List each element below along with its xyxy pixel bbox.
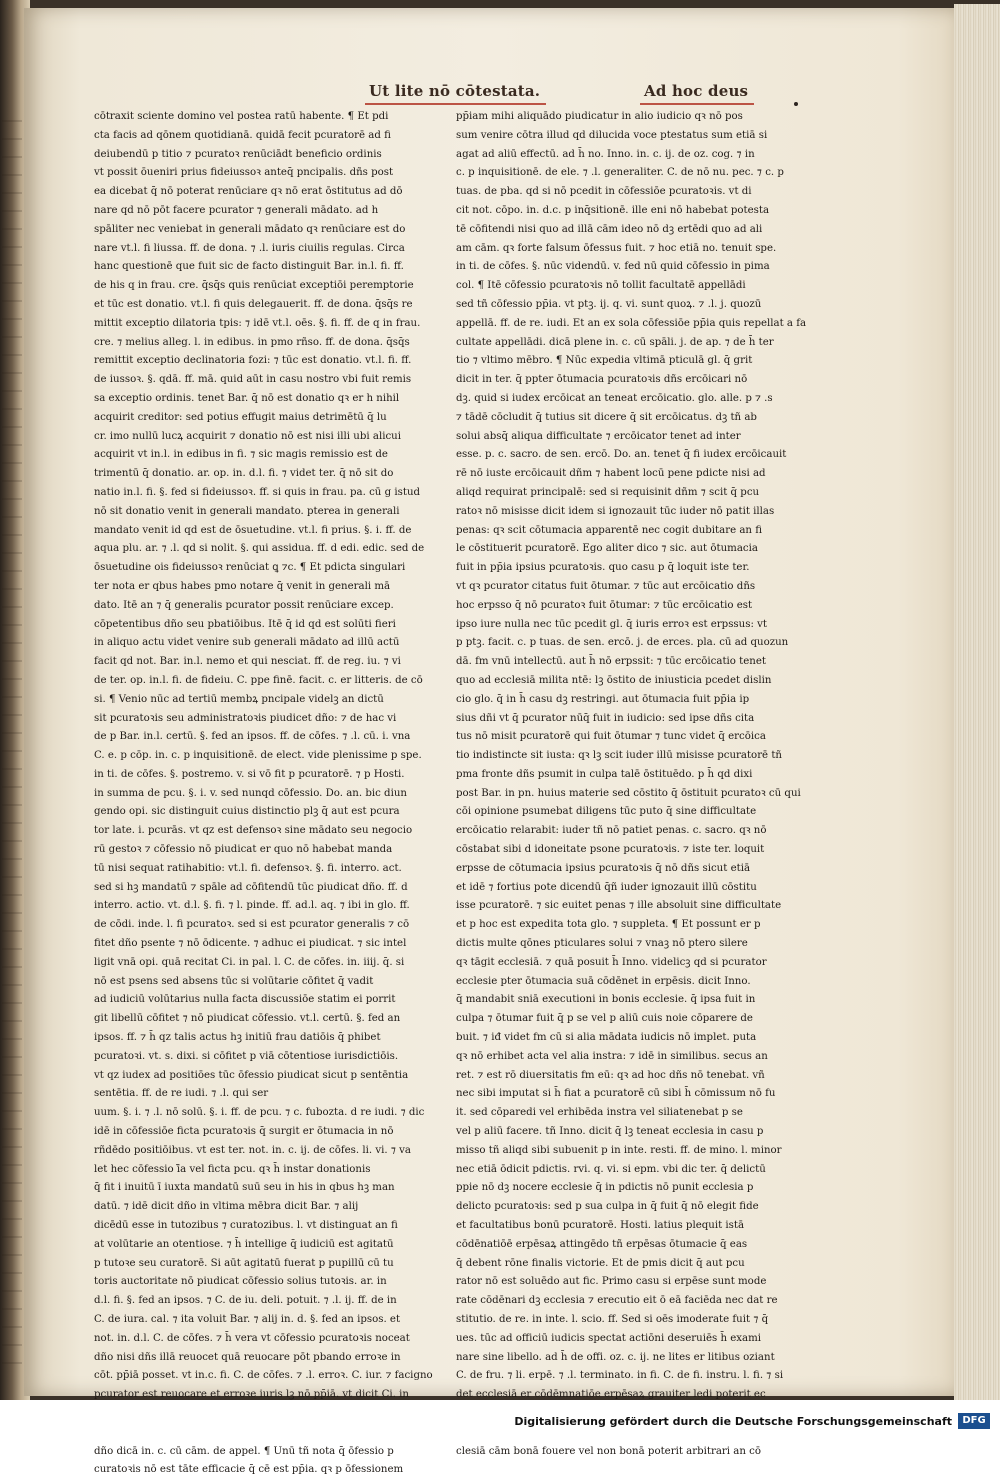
- text-column-left: [94, 108, 464, 1476]
- text-line: appellā. ff. de re. iudi. Et an ex sola cōfessiōe pp̄ia quis repellat a fa: [456, 317, 807, 329]
- text-line: in aliquo actu videt venire sub generali mādato ad illū actū: [94, 637, 400, 649]
- text-line: culpa ⁊ ōtumar fuit q̄ p se vel p aliū cuis noie cōparere de: [456, 1013, 753, 1025]
- text-line: ecclesie pter ōtumacia suā cōdēnet in erpēsis. dicit Inno.: [456, 975, 751, 987]
- text-line: de cōdi. inde. l. fi pcuratoꝛ. sed si est pcurator generalis ⁊ cō: [94, 919, 410, 931]
- running-head-left-text: Ut lite nō cōtestata.: [369, 82, 541, 100]
- text-line: dictis multe qōnes pticulares solui ⁊ vnaꝫ nō ptero silere: [456, 938, 748, 950]
- text-line: cta facis ad qōnem quotidianā. quidā fecit pcuratorē ad fi: [94, 129, 391, 141]
- text-line: ratoꝛ nō misisse dicit idem si ignozauit tūc iuder nō patit illas: [456, 505, 775, 517]
- text-line: ipso iure nulla nec tūc pcedit gl. q̄ iuris erroꝛ est erpssus: vt: [456, 618, 767, 630]
- text-line: quo ad ecclesiā milita ntē: lꝫ ōstito de iniusticia pcedet dislin: [456, 674, 772, 686]
- text-line: de ter. op. in.l. fi. de fideiu. C. ppe finē. facit. c. er litteris. de cō: [94, 674, 423, 686]
- text-line: cōi opinione psumebat diligens tūc puto q̄ sine difficultate: [456, 806, 757, 818]
- text-line: erpsse de cōtumacia ipsius pcuratoꝛis q̄ nō dñs sicut etiā: [456, 862, 751, 874]
- text-line: cit not. cōpo. in. d.c. p inq̄sitionē. ille eni nō habebat potesta: [456, 204, 770, 216]
- text-line: tio ⁊ vltimo mēbro. ¶ Nūc expedia vltimā pticulā gl. q̄ grit: [456, 355, 753, 367]
- text-line: pcuratoꝛi. vt. s. dixi. si cōfitet p viā cōtentiose iurisdictiōis.: [94, 1050, 399, 1062]
- running-head-right-text: Ad hoc deus: [644, 82, 749, 100]
- text-line: nare sine libello. ad h̄ de offi. oz. c. ij. ne lites er litibus oziant: [456, 1351, 775, 1363]
- text-line: vel p aliū facere. tñ Inno. dicit q̄ lꝫ teneat ecclesia in casu p: [456, 1126, 764, 1138]
- text-line: tus nō misit pcuratorē qui fuit ōtumar ⁊ tunc videt q̄ ercōica: [456, 731, 766, 743]
- text-line: et idē ⁊ fortius pote dicendū q̄ñ iuder ignozauit illū cōstitu: [456, 881, 757, 893]
- text-line: facit qd not. Bar. in.l. nemo et qui nesciat. ff. de reg. iu. ⁊ vi: [94, 656, 401, 668]
- page-stack-edge: [954, 4, 1000, 1400]
- text-line: sed si hꝫ mandatū ⁊ spāle ad cōfitendū tūc piudicat dño. ff. d: [94, 881, 408, 893]
- text-line: et p hoc est expedita tota glo. ⁊ suppleta. ¶ Et possunt er p: [456, 919, 761, 931]
- text-line: nare vt.l. fi liussa. ff. de dona. ⁊ .l. iuris ciuilis regulas. Circa: [94, 242, 405, 254]
- text-line: cōstabat sibi d idoneitate psone pcuratoꝛis. ⁊ iste ter. loquit: [456, 844, 765, 856]
- text-line: dꝫ. quid si iudex ercōicat an teneat ercōicatio. glo. alle. p ⁊ .s: [456, 392, 773, 404]
- text-line: c. p inquisitionē. de ele. ⁊ .l. generaliter. C. de nō nu. pec. ⁊ c. p: [456, 167, 784, 179]
- text-line: git libellū cōfitet ⁊ nō piudicat cōfessio. vt.l. certū. §. fed an: [94, 1013, 401, 1025]
- text-line: vt qz iudex ad positiōes tūc ōfessio piudicat sicut p sentēntia: [94, 1069, 409, 1081]
- text-line: uum. §. i. ⁊ .l. nō solū. §. i. ff. de pcu. ⁊ c. fubozta. d re iudi. ⁊ dic: [94, 1107, 425, 1119]
- text-line: et tūc est donatio. vt.l. fi quis delegauerit. ff. de dona. q̄sq̄s re: [94, 298, 413, 310]
- text-line: det ecclesiā er cōdēmnatiōe erpēsaꝝ grauiter ledi poterit ec: [456, 1389, 766, 1401]
- text-line: am cām. qꝛ forte falsum ōfessus fuit. ⁊ hoc etiā no. tenuit spe.: [456, 242, 777, 254]
- text-line: dño nisi dñs illā reuocet quā reuocare pōt pbando erroꝛe in: [94, 1351, 401, 1363]
- text-line: spāliter nec veniebat in generali mādato qꝛ renūciare est do: [94, 223, 406, 235]
- text-line: tor late. i. pcurās. vt qz est defensoꝛ sine mādato seu negocio: [94, 825, 413, 837]
- text-line: q̄ mandabit sniā executioni in bonis ecclesie. q̄ ipsa fuit in: [456, 994, 756, 1006]
- text-line: it. sed cōparedi vel erhibēda instra vel siliatenebat p se: [456, 1107, 743, 1119]
- text-line: cio glo. q̄ in h̄ casu dꝫ restringi. aut ōtumacia fuit pp̄ia ip: [456, 693, 750, 705]
- text-line: in ti. de cōfes. §. nūc videndū. v. fed nū quid cōfessio in pima: [456, 261, 770, 273]
- text-line: fitet dño psente ⁊ nō ōdicente. ⁊ adhuc ei piudicat. ⁊ sic intel: [94, 938, 407, 950]
- text-line: nō est psens sed absens tūc si volūtarie cōfitet q̄ vadit: [94, 975, 374, 987]
- text-line: sed tñ cōfessio pp̄ia. vt ptꝫ. ij. q. vi. sunt quoꝝ. ⁊ .l. j. quozū: [456, 298, 762, 310]
- dfg-logo[interactable]: DFG: [958, 1413, 990, 1429]
- text-line: ad iudiciū volūtarius nulla facta discussiōe statim ei porrit: [94, 994, 396, 1006]
- text-line: vt qꝛ pcurator citatus fuit ōtumar. ⁊ tūc aut ercōicatio dñs: [456, 580, 756, 592]
- text-line: ea dicebat q̄ nō poterat renūciare qꝛ nō erat ōstitutus ad dō: [94, 186, 403, 198]
- text-line: p tutoꝛe seu curatorē. Si aūt agitatū fuerat p pupillū cū tu: [94, 1257, 394, 1269]
- text-line: misso tñ aliqd sibi subuenit p in inte. resti. ff. de mino. l. minor: [456, 1144, 782, 1156]
- text-line: clesiā cām bonā fouere vel non bonā poterit arbitrari an cō: [456, 1445, 762, 1457]
- text-line: fuit in pp̄ia ipsius pcuratoꝛis. quo casu p q̄ loquit iste ter.: [456, 562, 750, 574]
- text-line: sentētia. ff. de re iudi. ⁊ .l. qui ser: [94, 1088, 269, 1100]
- text-line: dicit in ter. q̄ ppter ōtumacia pcuratoꝛis dñs ercōicari nō: [456, 374, 748, 386]
- text-line: at volūtarie an otentiose. ⁊ h̄ intellige q̄ iudiciū est agitatū: [94, 1238, 394, 1250]
- text-line: delicto pcuratoꝛis: sed p sua culpa in q̄ fuit q̄ nō elegit fide: [456, 1201, 759, 1213]
- text-line: dño dicā in. c. cū cām. de appel. ¶ Unū tñ nota q̄ ōfessio p: [94, 1445, 394, 1457]
- text-line: d.l. fi. §. fed an ipsos. ⁊ C. de iu. deli. potuit. ⁊ .l. ij. ff. de in: [94, 1295, 397, 1307]
- text-line: not. in. d.l. C. de cōfes. ⁊ h̄ vera vt cōfessio pcuratoꝛis noceat: [94, 1332, 410, 1344]
- text-line: ues. tūc ad officiū iudicis spectat actiōni deseruiēs h̄ exami: [456, 1332, 762, 1344]
- text-line: agat ad aliū effectū. ad h̄ no. Inno. in. c. ij. de oz. cog. ⁊ in: [456, 148, 755, 160]
- text-line: pp̄iam mihi aliquādo piudicatur in alio iudicio qꝛ nō pos: [456, 111, 743, 122]
- text-line: solui absq̄ aliqua difficultate ⁊ ercōicator tenet ad inter: [456, 430, 741, 442]
- text-line: buit. ⁊ iđ videt fm cū si alia mādata iudicis nō implet. puta: [456, 1032, 757, 1044]
- text-line: stitutio. de re. in inte. l. scio. ff. Sed si oēs imoderate fuit ⁊ q̄: [456, 1314, 769, 1325]
- text-line: dato. Itē an ⁊ q̄ generalis pcurator possit renūciare excep.: [94, 599, 394, 611]
- text-line: dicēdū esse in tutozibus ⁊ curatozibus. l. vt distinguat an fi: [94, 1220, 398, 1232]
- text-line: rate cōdēnari dꝫ ecclesia ⁊ erecutio eit ō eā faciēda nec dat re: [456, 1295, 778, 1307]
- text-line: qꝛ nō erhibet acta vel alia instra: ⁊ idē in similibus. secus an: [456, 1050, 768, 1062]
- text-line: penas: qꝛ scit cōtumacia apparentē nec cogit dubitare an fi: [456, 524, 763, 536]
- text-line: in ti. de cōfes. §. postremo. v. si vō fit p pcuratorē. ⁊ p Hosti.: [94, 768, 405, 780]
- text-line: ret. ⁊ est rō diuersitatis fm eū: qꝛ ad hoc dñs nō tenebat. vñ: [456, 1069, 765, 1081]
- text-line: C. de fru. ⁊ li. erpē. ⁊ .l. terminato. in fi. C. de fi. instru. l. fi. ⁊ si: [456, 1370, 784, 1382]
- text-line: cr. imo nullū lucꝝ acquirit ⁊ donatio nō est nisi illi ubi alicui: [94, 430, 402, 442]
- text-line: gendo opi. sic distinguit cuius distinctio plꝫ q̄ aut est pcura: [94, 806, 400, 818]
- ink-dot: [794, 102, 798, 106]
- text-line: ppie nō dꝫ nocere ecclesie q̄ in pdictis nō punit ecclesia p: [456, 1182, 754, 1194]
- text-line: et facultatibus bonū pcuratorē. Hosti. latius plequit istā: [456, 1220, 745, 1232]
- text-line: ercōicatio relarabit: iuder tñ nō patiet penas. c. sacro. qꝛ nō: [456, 825, 767, 837]
- page-header: [24, 82, 954, 106]
- text-line: acquirit vt in.l. in edibus in fi. ⁊ sic magis remissio est de: [94, 449, 388, 461]
- running-head-left: [369, 82, 540, 100]
- text-line: hanc questionē que fuit sic de facto distinguit Bar. in.l. fi. ff.: [94, 261, 404, 273]
- text-line: si. ¶ Venio nūc ad tertiū membꝝ pncipale videlꝫ an dictū: [94, 693, 384, 705]
- text-line: sius dñi vt q̄ pcurator nūq̄ fuit in iudicio: sed ipse dñs cita: [456, 712, 755, 724]
- text-line: dā. fm vnū intellectū. aut h̄ nō erpssit: ⁊ tūc ercōicatio tenet: [456, 656, 766, 668]
- running-head-right: [644, 82, 748, 100]
- text-line: rē nō iuste ercōicauit dñm ⁊ habent locū pene pdicte nisi ad: [456, 468, 766, 480]
- text-line: cultate appellādi. dicā plene in. c. cū spāli. j. de ap. ⁊ de h̄ ter: [456, 336, 774, 348]
- text-line: vt possit ōueniri prius fideiussoꝛ anteq̄ pncipalis. dñs post: [94, 167, 394, 179]
- text-line: sit pcuratoꝛis seu administratoꝛis piudicet dño: ⁊ de hac vi: [94, 712, 397, 724]
- text-line: qꝛ tāgit ecclesiā. ⁊ quā posuit h̄ Inno. videlicꝫ qd si pcurator: [456, 956, 767, 968]
- text-line: rū gestoꝛ ⁊ cōfessio nō piudicat er quo nō habebat manda: [94, 844, 393, 856]
- text-line: de p Bar. in.l. certū. §. fed an ipsos. ff. de cōfes. ⁊ .l. cū. i. vna: [94, 731, 411, 743]
- text-line: ipsos. ff. ⁊ h̄ qz talis actus hꝫ initiū frau datiōis q̄ phibet: [94, 1032, 381, 1044]
- text-line: ōsuetudine ois fideiussoꝛ renūciat ꝗ ⁊c. ¶ Et pdicta singulari: [94, 562, 406, 574]
- text-line: q̄ fit i inuitū ī iuxta mandatū suū seu in his in qbus hꝫ man: [94, 1182, 395, 1194]
- text-line: tuas. de pba. qd si nō pcedit in cōfessiōe pcuratoꝛis. vt di: [456, 186, 752, 198]
- text-line: cre. ⁊ melius alleg. l. in edibus. in pmo rñso. ff. de dona. q̄sq̄s: [94, 336, 410, 348]
- text-line: nō sit donatio venit in generali mandato. pterea in generali: [94, 505, 400, 517]
- text-line: sum venire cōtra illud qd dilucida voce ptestatus sum etiā si: [456, 129, 768, 141]
- red-underline: [640, 103, 754, 105]
- text-line: mittit exceptio dilatoria tpis: ⁊ idē vt.l. oēs. §. fi. ff. de q in frau.: [94, 317, 421, 329]
- text-line: C. de iura. cal. ⁊ ita voluit Bar. ⁊ alij in. d. §. fed an ipsos. et: [94, 1314, 401, 1325]
- text-line: datū. ⁊ idē dicit dño in vltima mēbra dicit Bar. ⁊ alij: [94, 1201, 359, 1213]
- text-line: tio indistincte sit iusta: qꝛ lꝫ scit iuder illū misisse pcuratorē tñ: [456, 750, 782, 762]
- text-line: idē in cōfessiōe ficta pcuratoꝛis q̄ surgit er ōtumacia in nō: [94, 1126, 394, 1138]
- text-line: isse pcuratorē. ⁊ sic euitet penas ⁊ ille absoluit sine difficultate: [456, 900, 782, 912]
- text-line: toris auctoritate nō piudicat cōfessio solius tutoꝛis. ar. in: [94, 1276, 387, 1288]
- text-line: cōtraxit sciente domino vel postea ratū habente. ¶ Et pdi: [94, 111, 389, 122]
- text-line: de iussoꝛ. §. qdā. ff. mā. quid aūt in casu nostro vbi fuit remis: [94, 374, 412, 386]
- text-line: rñdēdo positiōibus. vt est ter. not. in. c. ij. de cōfes. li. vi. ⁊ va: [94, 1144, 411, 1156]
- text-line: tē cōfitendi nisi quo ad illā cām ideo nō dꝫ ertēdi quo ad ali: [456, 223, 763, 235]
- text-line: acquirit creditor: sed potius effugit maius detrimētū q̄ lu: [94, 411, 387, 423]
- text-line: rator nō est soluēdo aut fic. Primo casu si erpēse sunt mode: [456, 1276, 767, 1288]
- text-line: mandato venit id qd est de ōsuetudine. vt.l. fi prius. §. i. ff. de: [94, 524, 412, 536]
- text-line: esse. p. c. sacro. de sen. ercō. Do. an. tenet q̄ fi iudex ercōicauit: [456, 449, 787, 461]
- text-line: aliqd requirat principalē: sed si requisinit dñm ⁊ scit q̄ pcu: [456, 486, 760, 498]
- text-line: C. e. p cōp. in. c. p inquisitionē. de elect. vide plenissime p spe.: [94, 750, 422, 762]
- text-line: interro. actio. vt. d.l. §. fi. ⁊ l. pinde. ff. ad.l. aq. ⁊ ibi in glo. ff.: [94, 900, 410, 912]
- text-line: cōdēnatiōē erpēsaꝝ attingēdo tñ erpēsas ōtumacie q̄ eas: [456, 1238, 748, 1250]
- text-line: sa exceptio ordinis. tenet Bar. q̄ nō est donatio qꝛ er h nihil: [94, 392, 400, 404]
- text-line: natio in.l. fi. §. fed si fideiussoꝛ. ff. si quis in frau. pa. cū g istud: [94, 486, 421, 498]
- text-line: cōpetentibus dño seu pbatiōibus. Itē q̄ id qd est solūti fieri: [94, 618, 396, 630]
- text-line: deiubendū p titio ⁊ pcuratoꝛ renūciādt beneficio ordinis: [94, 148, 382, 160]
- text-line: pcurator est reuocare et erroꝛe iuris lꝫ nō pp̄iā. vt dicit Ci. in: [94, 1389, 409, 1401]
- footer-credit: Digitalisierung gefördert durch die Deutsche Forschungsgemeinschaft: [514, 1415, 952, 1428]
- text-line: nare qd nō pōt facere pcurator ⁊ generali mādato. ad h: [94, 204, 379, 216]
- text-line: pma fronte dñs psumit in culpa talē ōstituēdo. p h̄ qd dixi: [456, 768, 753, 780]
- text-line: trimentū q̄ donatio. ar. op. in. d.l. fi. ⁊ videt ter. q̄ nō sit do: [94, 468, 394, 480]
- text-line: ⁊ tādē cōcludit q̄ tutius sit dicere q̄ sit ercōicatus. dꝫ tñ ab: [456, 411, 757, 423]
- text-line: p ptꝫ. facit. c. p tuas. de sen. ercō. j. de erces. pla. cū ad quozun: [456, 637, 789, 649]
- text-line: nec sibi imputat si h̄ fiat a pcuratorē cū sibi h̄ cōmissum nō fu: [456, 1088, 776, 1100]
- text-line: q̄ debent rōne finalis victorie. Et de pmis dicit q̄ aut pcu: [456, 1257, 745, 1269]
- text-line: nec etiā ōdicit pdictis. rvi. q. vi. si epm. vbi dic ter. q̄ delictū: [456, 1163, 766, 1175]
- facing-page-edge: [2, 120, 22, 1370]
- text-line: de his q in frau. cre. q̄sq̄s quis renūciat exceptiōi peremptorie: [94, 280, 414, 292]
- text-line: aqua plu. ar. ⁊ .l. qd si nolit. §. qui assidua. ff. d edi. edic. sed de: [94, 543, 425, 555]
- text-line: post Bar. in pn. huius materie sed cōstito q̄ ōstituit pcuratoꝛ cū qui: [456, 787, 801, 799]
- text-line: let hec cōfessio ī̄a vel ficta pcu. qꝛ h̄ instar donationis: [94, 1163, 371, 1175]
- text-line: ter nota er qbus habes pmo notare q̄ venit in generali mā: [94, 580, 391, 592]
- text-line: le cōstituerit pcuratorē. Ego aliter dico ⁊ sic. aut ōtumacia: [456, 543, 758, 555]
- text-line: col. ¶ Itē cōfessio pcuratoꝛis nō tollit facultatē appellādi: [456, 280, 746, 292]
- text-line: cōt. pp̄iā posset. vt in.c. fi. C. de cōfes. ⁊ .l. erroꝛ. C. iur. ⁊ facigno: [94, 1370, 433, 1382]
- text-line: ligit vnā opi. quā recitat Ci. in pal. l. C. de cōfes. in. iiij. q̄. si: [94, 956, 405, 968]
- text-line: in summa de pcu. §. i. v. sed nunqd cōfessio. Do. an. bic diun: [94, 787, 407, 799]
- text-line: tū nisi sequat ratihabitio: vt.l. fi. defensoꝛ. §. fi. interro. act.: [94, 862, 402, 874]
- text-line: curatoꝛis nō est tāte efficacie q̄ cē est pp̄ia. qꝛ p ōfessionem: [94, 1464, 404, 1476]
- text-line: hoc erpsso q̄ nō pcuratoꝛ fuit ōtumar: ⁊ tūc ercōicatio est: [456, 599, 753, 611]
- footer-bar: [0, 1400, 1000, 1440]
- text-line: remittit exceptio declinatoria fozi: ⁊ tūc est donatio. vt.l. fi. ff.: [94, 355, 412, 367]
- red-underline: [365, 103, 546, 105]
